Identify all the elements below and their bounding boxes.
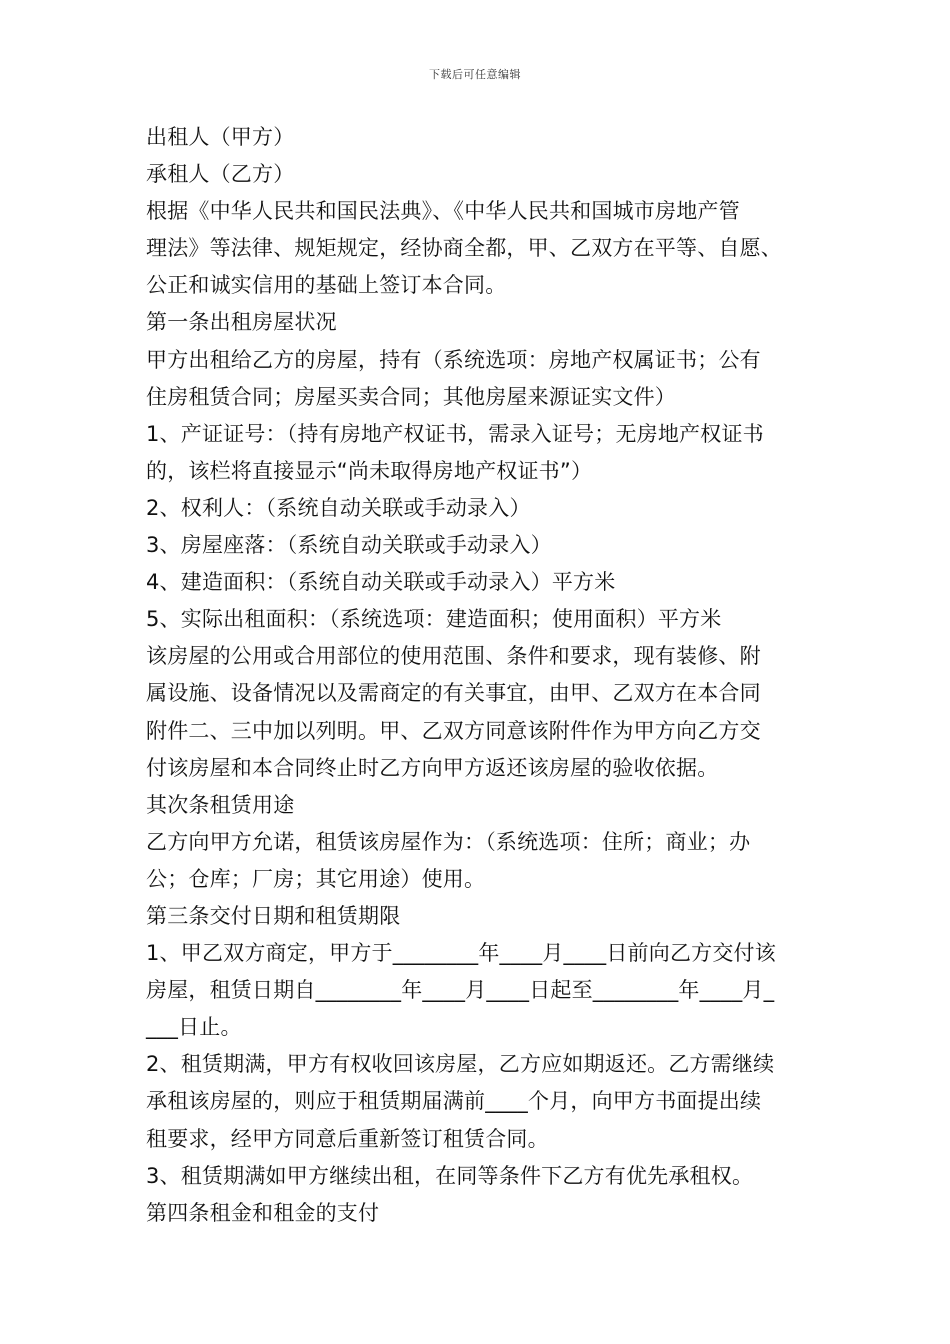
article-4-heading: 第四条租金和租金的支付 [146,1200,380,1225]
preamble-line-1: 根据《中华人民共和国民法典》、《中华人民共和国城市房地产管 [146,199,740,224]
article-3-item-1-line-1: 1、甲乙双方商定，甲方于________年____月____日前向乙方交付该 [146,941,776,966]
article-1-item-2: 2、权利人：（系统自动关联或手动录入） [146,495,531,520]
article-1-item-3: 3、房屋座落：（系统自动关联或手动录入） [146,533,552,558]
article-3-item-2-line-3: 租要求，经甲方同意后重新签订租赁合同。 [146,1126,549,1151]
preamble-line-2: 理法》等法律、规矩规定，经协商全都，甲、乙双方在平等、自愿、 [146,236,782,261]
page-header-note: 下载后可任意编辑 [429,68,521,81]
article-3-item-2-line-1: 2、租赁期满，甲方有权收回该房屋，乙方应如期返还。乙方需继续 [146,1052,775,1077]
article-1-item-4: 4、建造面积：（系统自动关联或手动录入）平方米 [146,570,616,595]
article-1-heading: 第一条出租房屋状况 [146,310,337,335]
article-3-heading: 第三条交付日期和租赁期限 [146,903,401,928]
article-1-item-1-line-1: 1、产证证号：（持有房地产权证书，需录入证号；无房地产权证书 [146,421,764,446]
article-2-heading: 其次条租赁用途 [146,792,295,817]
article-3-item-1-line-2: 房屋，租赁日期自________年____月____日起至________年____月_ [146,978,775,1003]
article-1-para-line-3: 附件二、三中加以列明。甲、乙双方同意该附件作为甲方向乙方交 [146,718,761,743]
article-1-para-line-4: 付该房屋和本合同终止时乙方向甲方返还该房屋的验收依据。 [146,755,719,780]
article-3-item-3: 3、租赁期满如甲方继续出租，在同等条件下乙方有优先承租权。 [146,1163,754,1188]
article-1-item-5: 5、实际出租面积：（系统选项：建造面积；使用面积）平方米 [146,607,722,632]
article-1-para-line-2: 属设施、设备情况以及需商定的有关事宜，由甲、乙双方在本合同 [146,681,761,706]
contract-body [146,119,826,1232]
article-3-item-2-line-2: 承租该房屋的，则应于租赁期届满前____个月，向甲方书面提出续 [146,1089,762,1114]
article-2-line-2: 公；仓库；厂房；其它用途）使用。 [146,866,486,891]
article-1-item-1-line-2: 的，该栏将直接显示“尚未取得房地产权证书”） [146,458,593,483]
lessee-line: 承租人（乙方） [146,162,295,187]
preamble-line-3: 公正和诚实信用的基础上签订本合同。 [146,273,507,298]
article-1-line-2: 住房租赁合同；房屋买卖合同；其他房屋来源证实文件） [146,384,676,409]
lessor-line: 出租人（甲方） [146,125,295,149]
article-3-item-1-line-3: ___日止。 [146,1015,242,1040]
article-1-para-line-1: 该房屋的公用或合用部位的使用范围、条件和要求，现有装修、附 [146,644,761,669]
article-2-line-1: 乙方向甲方允诺，租赁该房屋作为：（系统选项：住所；商业；办 [146,829,751,854]
article-1-line-1: 甲方出租给乙方的房屋，持有（系统选项：房地产权属证书；公有 [146,347,761,372]
